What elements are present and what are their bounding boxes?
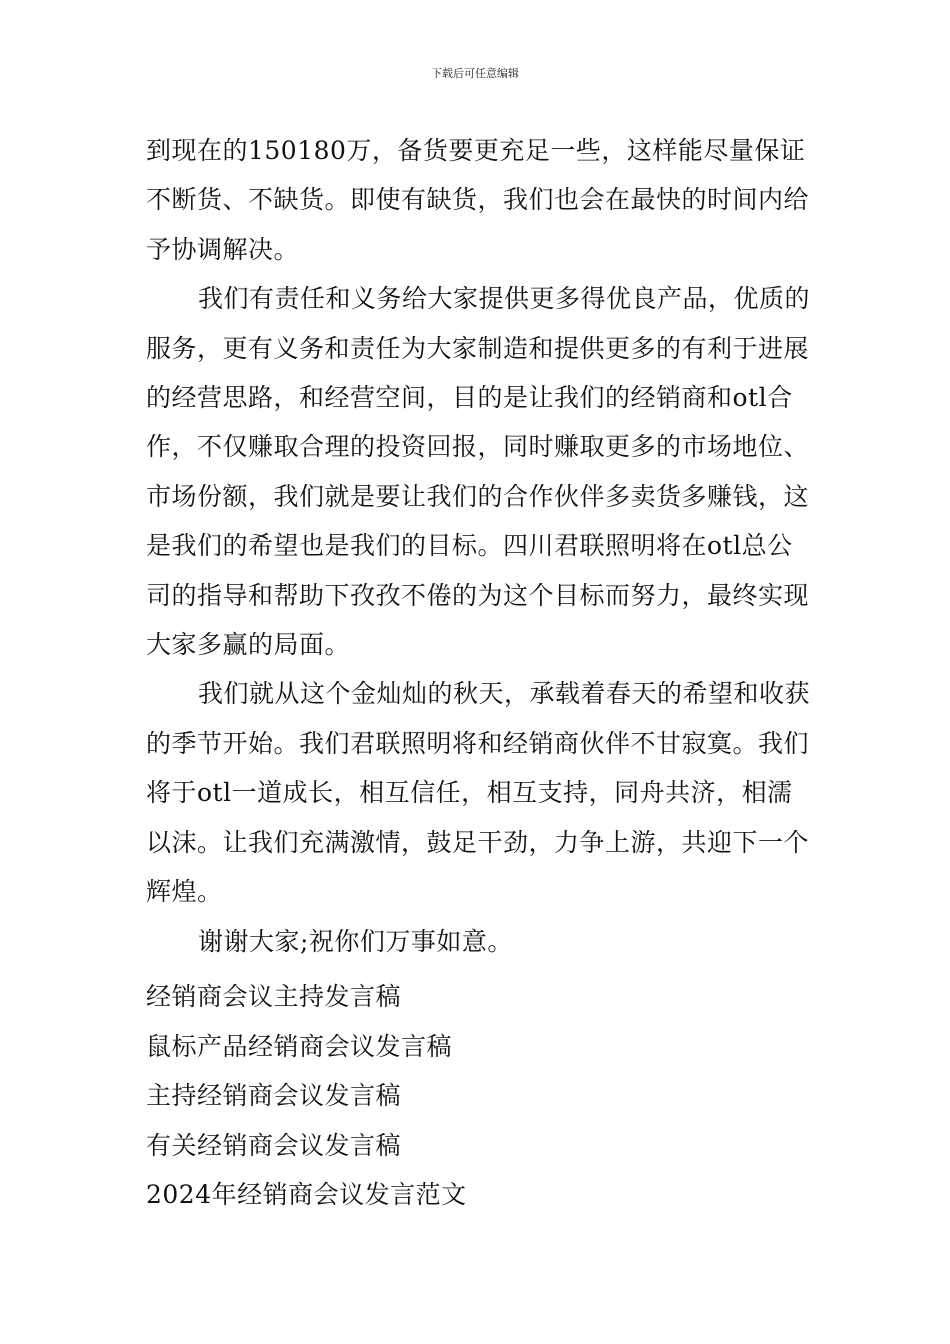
related-article-item[interactable]: 2024年经销商会议发言范文 — [146, 1180, 467, 1210]
paragraph-continuation: 到现在的150180万，备货要更充足一些，这样能尽量保证不断货、不缺货。即使有缺货，我们也会在最快的时间内给予协调解决。 — [146, 136, 810, 264]
paragraph-thanks: 谢谢大家;祝你们万事如意。 — [198, 926, 513, 956]
related-article-item[interactable]: 经销商会议主持发言稿 — [146, 982, 402, 1011]
paragraph-autumn: 我们就从这个金灿灿的秋天，承载着春天的希望和收获的季节开始。我们君联照明将和经销商伙伴不甘寂寞。我们将于otl一道成长，相互信任，相互支持，同舟共济，相濡以沫。让我们充满激情，鼓足干劲，力争上游，共迎下一个辉煌。 — [146, 679, 811, 907]
related-article-item[interactable]: 鼠标产品经销商会议发言稿 — [146, 1031, 453, 1061]
paragraph-responsibility: 我们有责任和义务给大家提供更多得优良产品，优质的服务，更有义务和责任为大家制造和提供更多的有利于进展的经营思路，和经营空间，目的是让我们的经销商和otl合作，不仅赚取合理的投资回报，同时赚取更多的市场地位、市场份额，我们就是要让我们的合作伙伴多卖货多赚钱，这是我们的希望也是我们的目标。四川君联照明将在otl总公司的指导和帮助下孜孜不倦的为这个目标而努力，最终实现大家多赢的局面。 — [146, 284, 811, 660]
related-article-item[interactable]: 有关经销商会议发言稿 — [146, 1130, 402, 1160]
related-article-item[interactable]: 主持经销商会议发言稿 — [146, 1081, 402, 1111]
page-header-note: 下载后可任意编辑 — [431, 67, 519, 80]
related-articles-list — [146, 972, 816, 1220]
document-body — [146, 126, 816, 966]
